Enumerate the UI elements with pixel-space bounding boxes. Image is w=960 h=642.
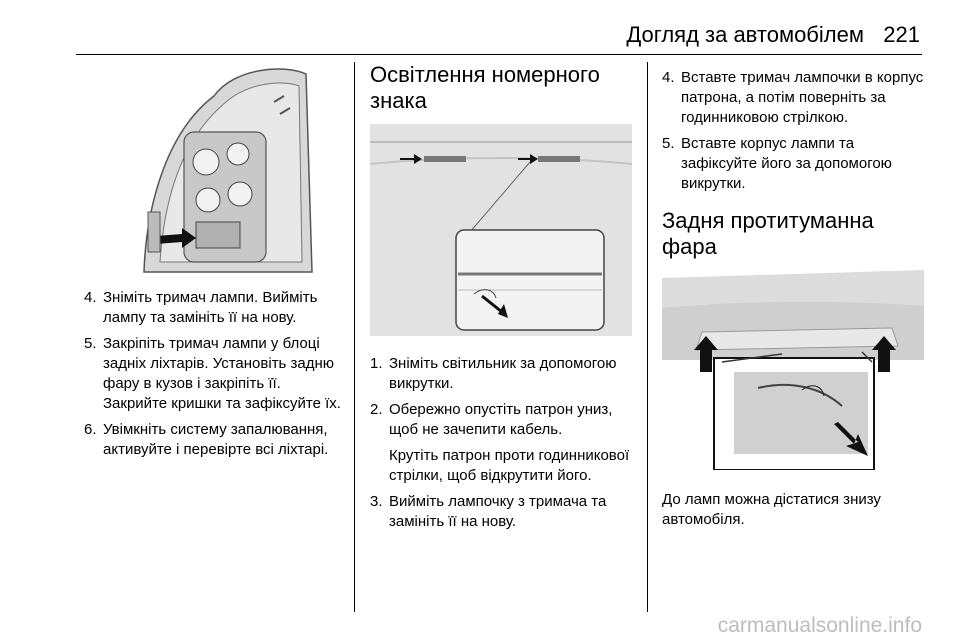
column-2 — [370, 62, 634, 538]
header-title: Догляд за автомобілем — [626, 22, 864, 47]
list-item: 5. Закріпіть тримач лампи у блоці задніх ліхтарів. Установіть задню фару в кузов і закріпіть її. Закрийте кришки та зафіксуйте їх. — [84, 335, 341, 412]
rear-fog-lamp-figure — [662, 270, 924, 470]
license-plate-light-figure — [370, 124, 632, 336]
list-item: 4. Вставте тримач лампочки в корпус патрона, а потім поверніть за годинниковою стрілкою. — [662, 69, 924, 126]
list-item: 6. Увімкніть систему запалювання, активуйте і перевірте всі ліхтарі. — [84, 421, 329, 458]
section-title: Освітлення номерного знака — [370, 62, 600, 113]
column-divider — [354, 62, 355, 612]
list-item: 5. Вставте корпус лампи та зафіксуйте його за допомогою викрутки. — [662, 135, 892, 192]
list-item: 3. Вийміть лампочку з тримача та замініть її на нову. — [370, 493, 607, 530]
tail-lamp-figure — [84, 62, 346, 280]
header-rule — [76, 54, 922, 55]
section-title: Задня протитуманна фара — [662, 208, 874, 259]
list-item: 4. Зніміть тримач лампи. Вийміть лампу та замініть її на нову. — [84, 289, 318, 326]
list-item: 1. Зніміть світильник за допомогою викрутки. — [370, 355, 617, 392]
list-item: 2. Обережно опустіть патрон униз, щоб не зачепити кабель. Крутіть патрон проти годинникової стрілки, щоб відкрутити його. — [370, 401, 630, 484]
watermark: carmanualsonline.info — [717, 614, 922, 637]
page-header — [0, 0, 960, 54]
column-divider — [647, 62, 648, 612]
page-number: 221 — [883, 22, 920, 47]
paragraph: До ламп можна дістатися знизу автомобіля. — [662, 491, 881, 528]
steps-list — [662, 68, 924, 194]
column-3 — [662, 62, 924, 530]
column-1 — [84, 62, 346, 466]
steps-list — [370, 354, 634, 532]
steps-list — [84, 288, 346, 460]
